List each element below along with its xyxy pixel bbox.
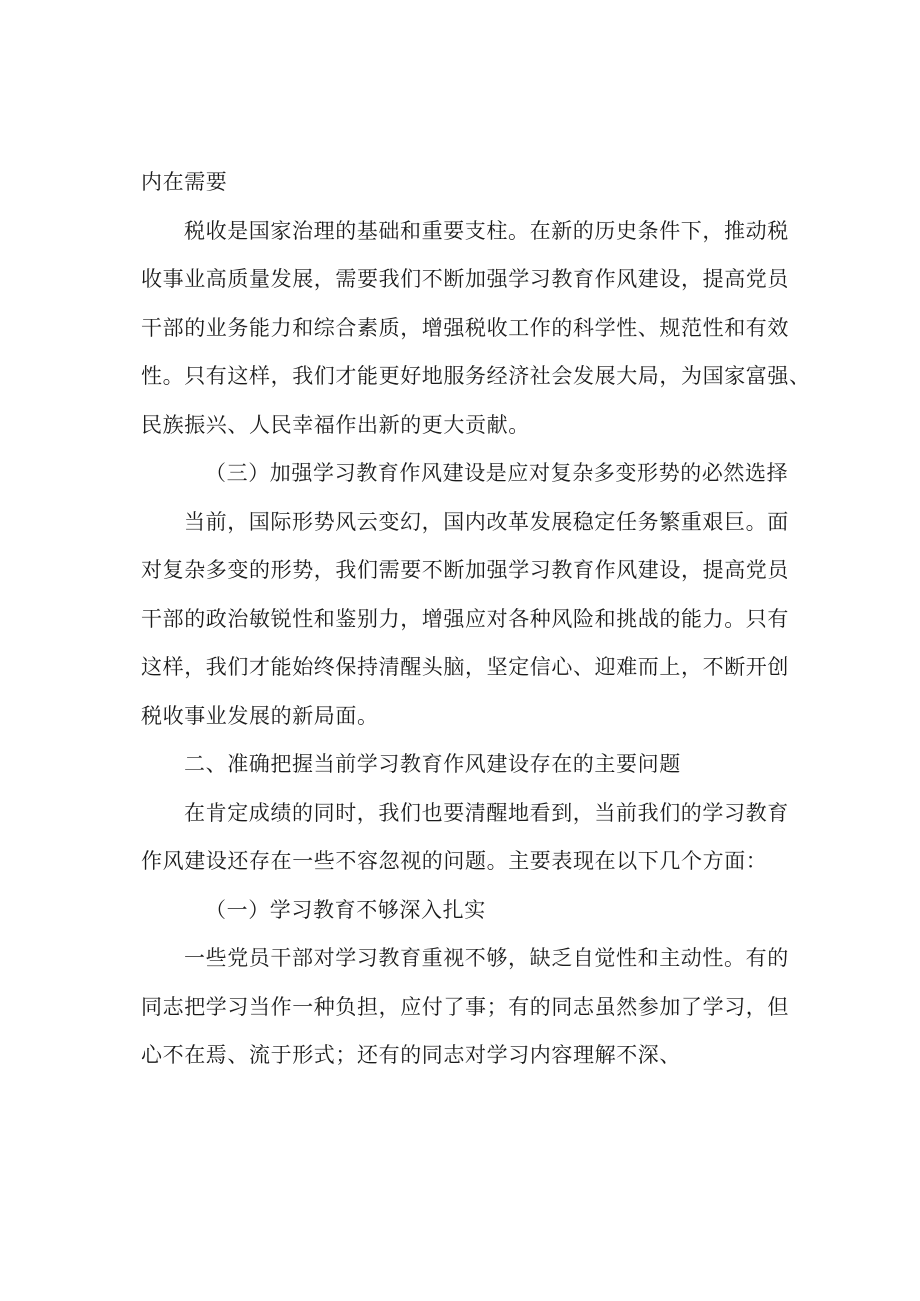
paragraph-first-line: 一些党员干部对学习教育重视不够，缺乏自觉性和主动性。有的: [184, 946, 789, 970]
text-line: 干部的政治敏锐性和鉴别力，增强应对各种风险和挑战的能力。只有: [141, 607, 789, 631]
text-line: 同志把学习当作一种负担，应付了事；有的同志虽然参加了学习，但: [141, 995, 789, 1019]
text-line: 心不在焉、流于形式；还有的同志对学习内容理解不深、: [141, 1043, 681, 1067]
text-line: 税收事业发展的新局面。: [141, 704, 379, 728]
text-line: 民族振兴、人民幸福作出新的更大贡献。: [141, 413, 530, 437]
section-heading: 二、准确把握当前学习教育作风建设存在的主要问题: [184, 752, 681, 776]
text-line: 性。只有这样，我们才能更好地服务经济社会发展大局，为国家富强、: [141, 364, 811, 388]
subsection-heading: （三）加强学习教育作风建设是应对复杂多变形势的必然选择: [205, 461, 789, 485]
text-line: 内在需要: [141, 170, 228, 194]
text-line: 干部的业务能力和综合素质，增强税收工作的科学性、规范性和有效: [141, 316, 789, 340]
text-line: 这样，我们才能始终保持清醒头脑，坚定信心、迎难而上，不断开创: [141, 655, 789, 679]
text-line: 收事业高质量发展，需要我们不断加强学习教育作风建设，提高党员: [141, 267, 789, 291]
text-line: 作风建设还存在一些不容忽视的问题。主要表现在以下几个方面：: [141, 849, 768, 873]
paragraph-first-line: 在肯定成绩的同时，我们也要清醒地看到，当前我们的学习教育: [184, 801, 789, 825]
paragraph-first-line: 税收是国家治理的基础和重要支柱。在新的历史条件下，推动税: [184, 219, 789, 243]
paragraph-first-line: 当前，国际形势风云变幻，国内改革发展稳定任务繁重艰巨。面: [184, 510, 789, 534]
text-line: 对复杂多变的形势，我们需要不断加强学习教育作风建设，提高党员: [141, 558, 789, 582]
subsection-heading: （一）学习教育不够深入扎实: [205, 898, 486, 922]
